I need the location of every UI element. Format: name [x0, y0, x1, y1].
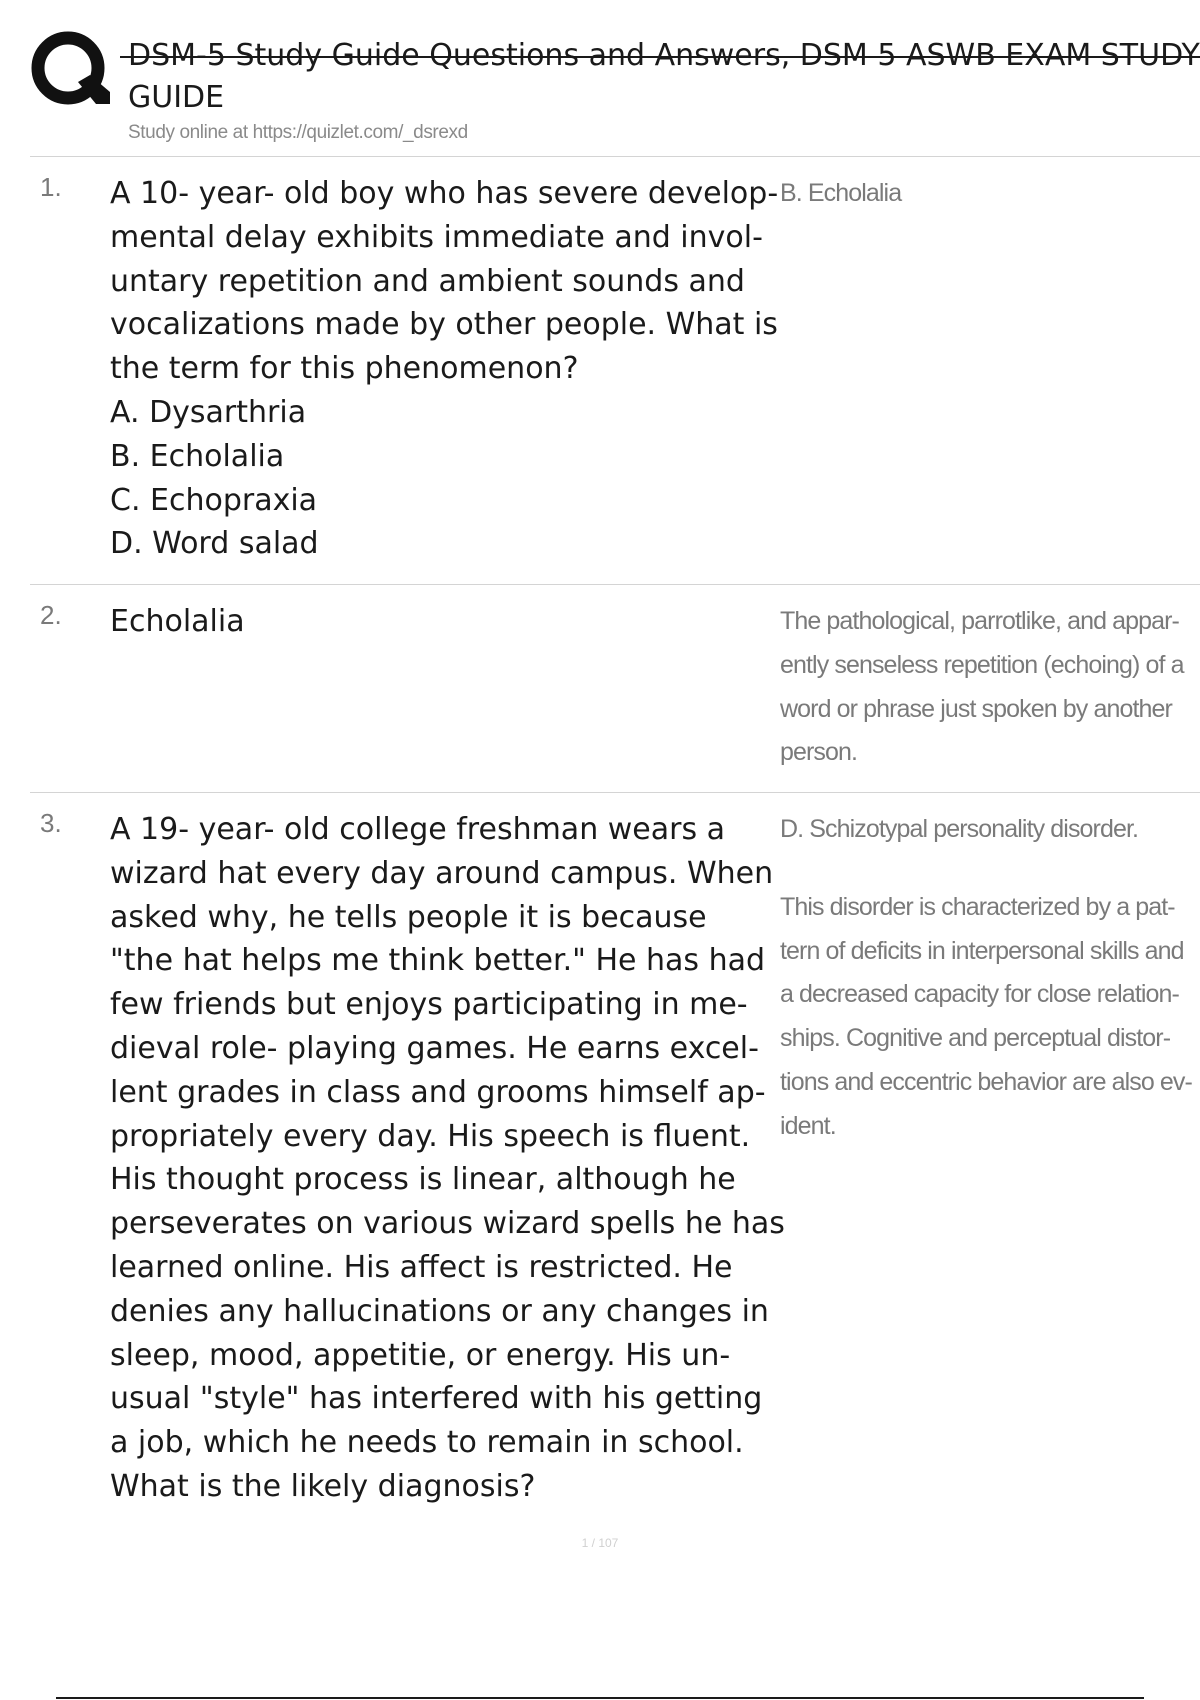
page-bottom-rule — [56, 1697, 1144, 1699]
definition-line: ently senseless repetition (echoing) of a — [780, 650, 1184, 679]
card-number: 1. — [40, 172, 62, 202]
definition-line: B. Echolalia — [780, 179, 902, 207]
term-line: few friends but enjoys participating in me- — [110, 987, 748, 1023]
term-line: A 10- year- old boy who has severe develop- — [110, 176, 779, 211]
term-line: A. Dysarthria — [110, 394, 307, 430]
term-line: denies any hallucinations or any changes in — [110, 1293, 769, 1329]
definition-line: tions and eccentric behavior are also ev- — [780, 1067, 1192, 1096]
term-line: the term for this phenomenon? — [110, 351, 579, 387]
study-online-link[interactable]: Study online at https://quizlet.com/_dsrexd — [128, 122, 468, 143]
term-line: perseverates on various wizard spells he has — [110, 1206, 785, 1242]
divider — [30, 584, 1200, 585]
card-term — [110, 808, 800, 1509]
term-line: mental delay exhibits immediate and invol- — [110, 219, 763, 255]
definition-explanation — [780, 886, 1200, 1149]
definition-line: word or phrase just spoken by another — [780, 694, 1172, 723]
definition-line: This disorder is characterized by a pat- — [780, 892, 1175, 921]
card-term — [110, 172, 800, 566]
title-line: GUIDE — [128, 80, 225, 115]
divider — [30, 792, 1200, 793]
definition-answer — [780, 808, 1200, 852]
document-title — [128, 34, 1200, 120]
term-line: B. Echolalia — [110, 438, 285, 474]
title-line: DSM-5 Study Guide Questions and Answers, DSM 5 ASWB EXAM STUDY — [128, 38, 1200, 73]
term-line: "the hat helps me think better." He has had — [110, 943, 766, 979]
term-line: sleep, mood, appetitie, or energy. His un- — [110, 1337, 731, 1373]
term-line: vocalizations made by other people. What is — [110, 307, 778, 343]
quizlet-logo-icon — [30, 30, 110, 110]
divider — [30, 156, 1200, 157]
term-line: lent grades in class and grooms himself ap- — [110, 1074, 766, 1110]
definition-line: ships. Cognitive and perceptual distor- — [780, 1024, 1171, 1053]
term-line: a job, which he needs to remain in school. — [110, 1425, 744, 1461]
card-term — [110, 600, 800, 644]
term-line: propriately every day. His speech is fluent. — [110, 1118, 751, 1154]
page-number: 1 / 107 — [581, 1536, 619, 1550]
definition-line: tern of deficits in interpersonal skills and — [780, 936, 1184, 965]
term-line: D. Word salad — [110, 526, 319, 562]
card-number: 3. — [40, 808, 62, 838]
definition-line: ident. — [780, 1111, 836, 1140]
term-line: asked why, he tells people it is because — [110, 899, 707, 935]
card-definition — [780, 600, 1200, 775]
term-line: His thought process is linear, although he — [110, 1162, 736, 1198]
definition-line: person. — [780, 738, 858, 767]
term-line: wizard hat every day around campus. When — [110, 855, 774, 891]
term-line: usual "style" has interfered with his getting — [110, 1381, 763, 1417]
definition-line: a decreased capacity for close relation- — [780, 980, 1179, 1009]
term-line: What is the likely diagnosis? — [110, 1468, 536, 1504]
card-number: 2. — [40, 600, 62, 630]
term-line: Echolalia — [110, 604, 245, 639]
definition-line: The pathological, parrotlike, and appar- — [780, 607, 1179, 635]
term-line: C. Echopraxia — [110, 482, 318, 518]
definition-line: D. Schizotypal personality disorder. — [780, 815, 1139, 843]
term-line: dieval role- playing games. He earns excel- — [110, 1030, 759, 1066]
term-line: learned online. His affect is restricted. He — [110, 1249, 733, 1285]
term-line: untary repetition and ambient sounds and — [110, 263, 745, 299]
term-line: A 19- year- old college freshman wears a — [110, 812, 725, 847]
card-definition — [780, 172, 1200, 216]
card-definition — [780, 808, 1200, 1149]
